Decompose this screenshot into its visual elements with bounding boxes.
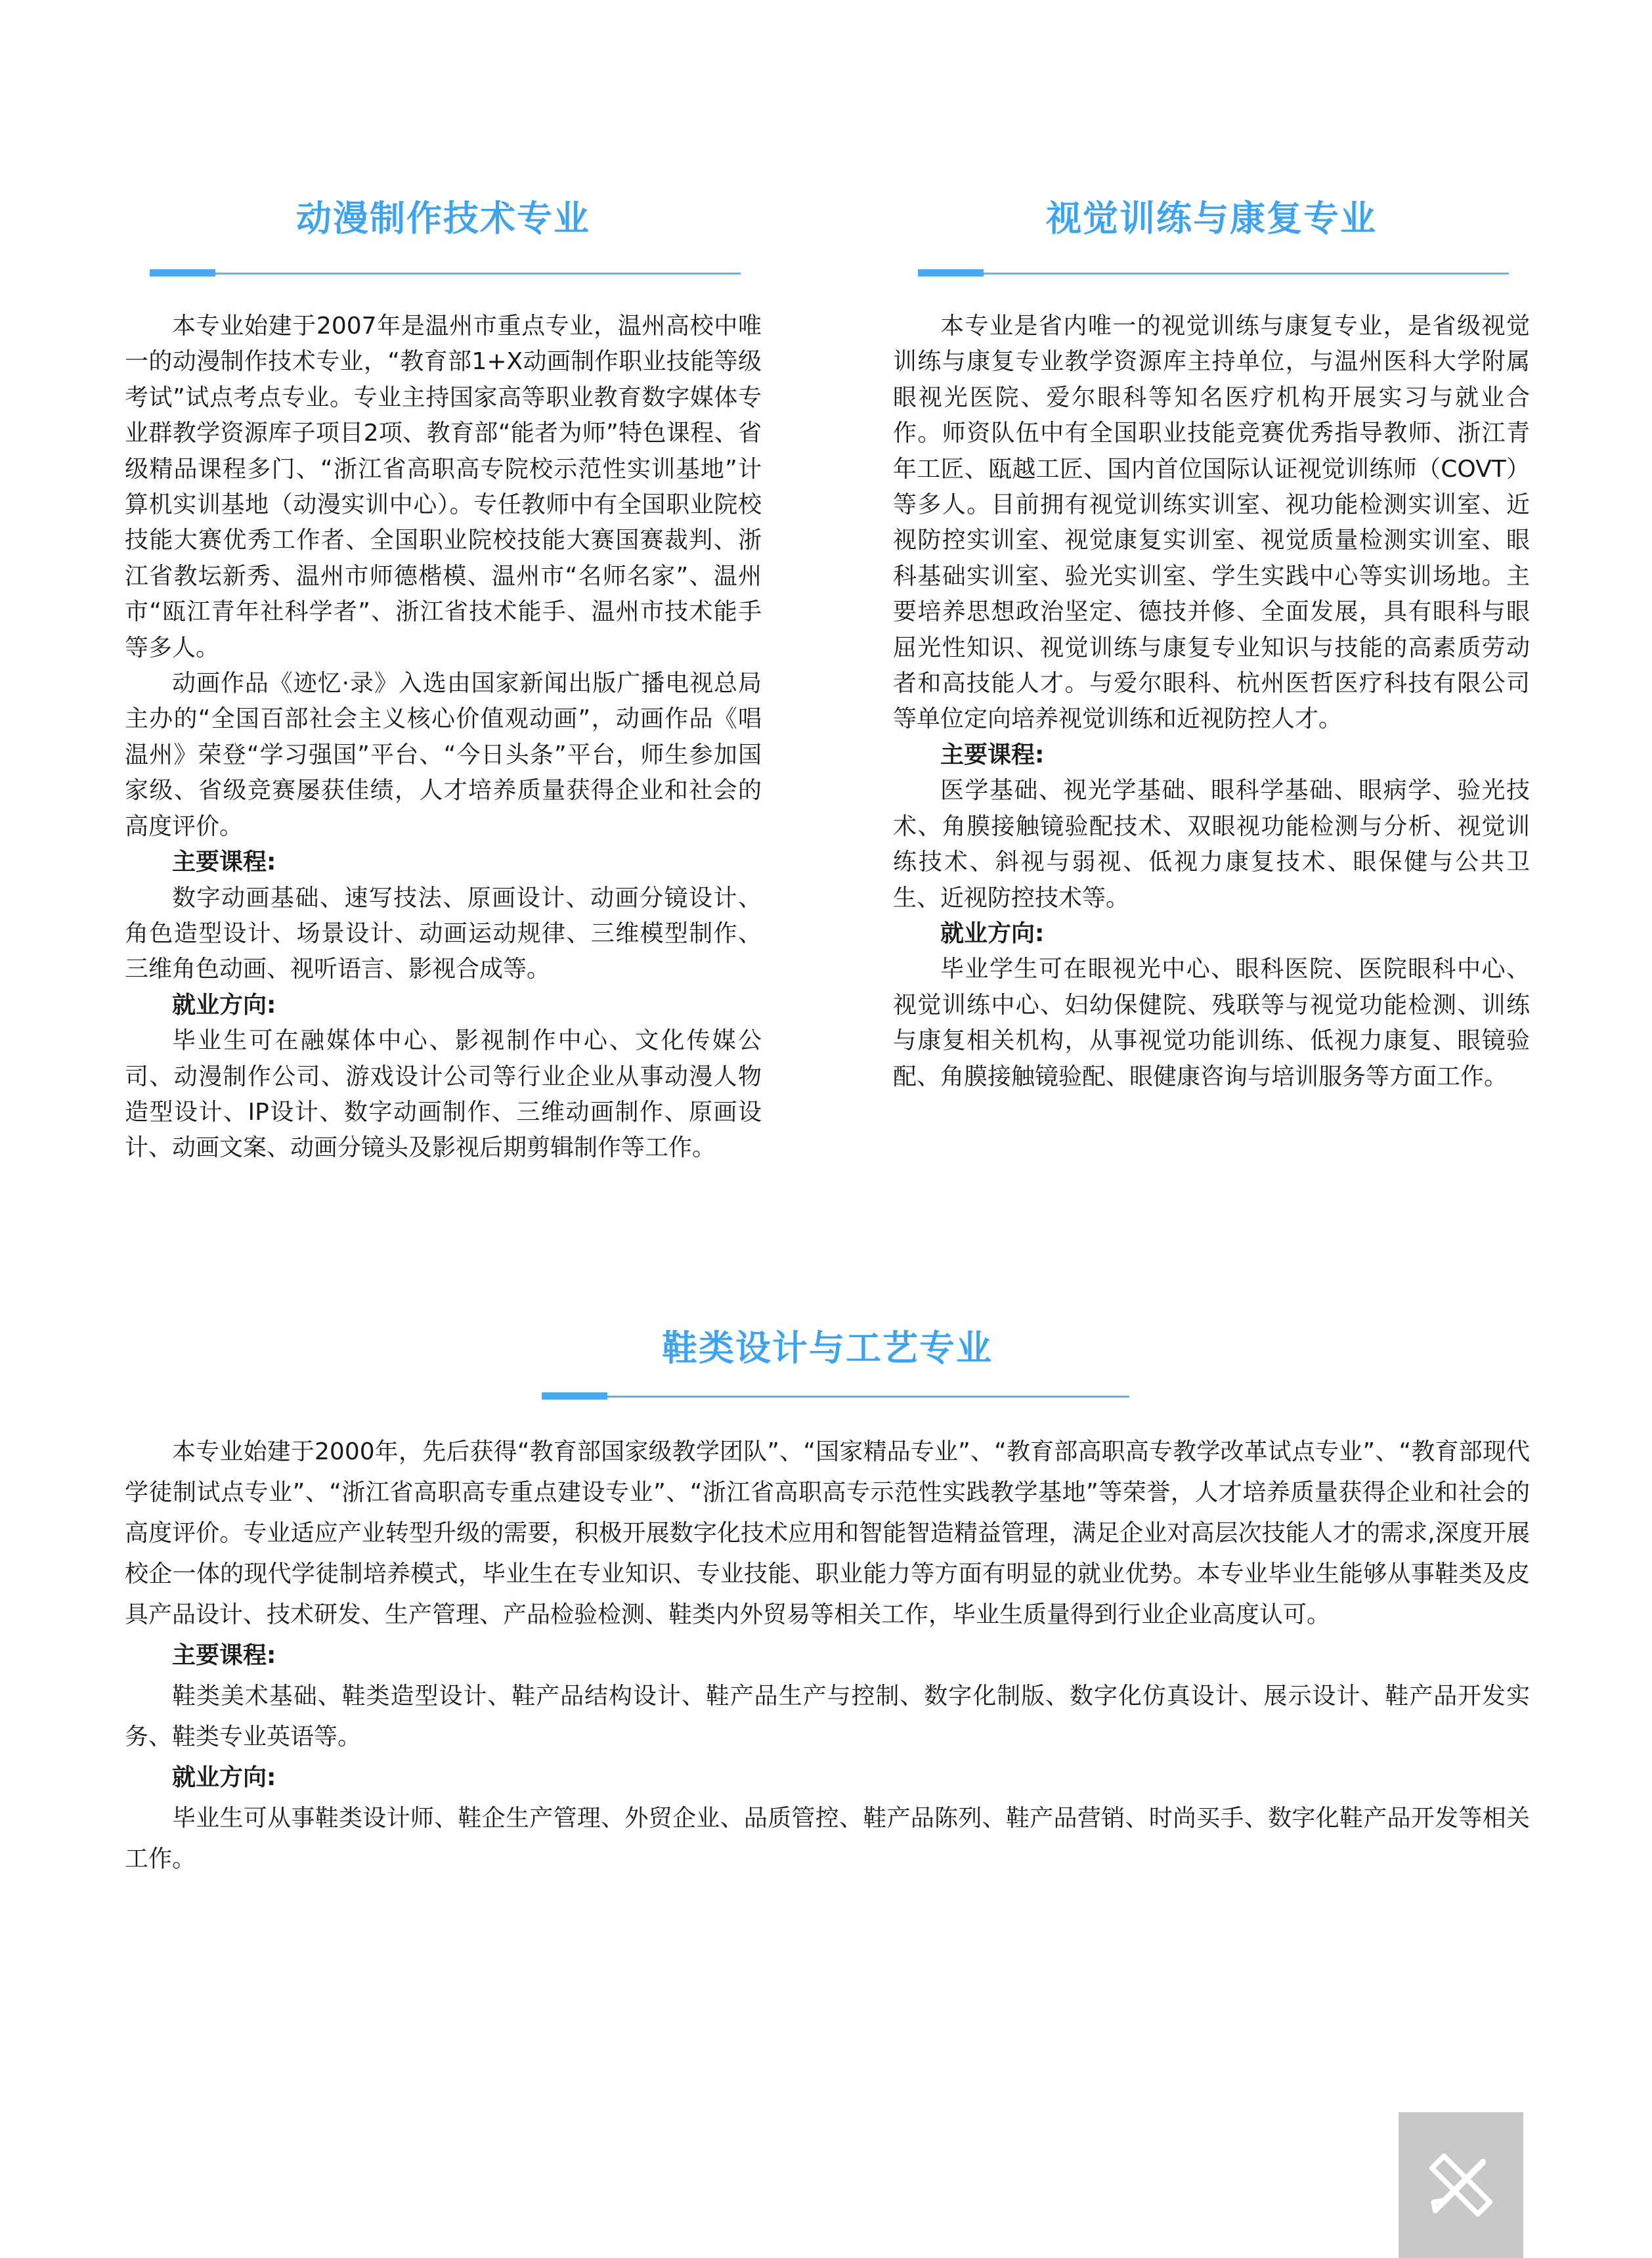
courses-heading: 主要课程: xyxy=(172,1642,276,1669)
section-footwear xyxy=(125,1320,1530,1977)
section-title: 视觉训练与康复专业 xyxy=(1046,198,1377,239)
title-rule-accent xyxy=(918,269,984,277)
title-rule-accent xyxy=(150,269,215,277)
career-heading: 就业方向: xyxy=(940,919,1045,947)
career-paragraph: 毕业生可从事鞋类设计师、鞋企生产管理、外贸企业、品质管控、鞋产品陈列、鞋产品营销、时尚买手、数字化鞋产品开发等相关工作。 xyxy=(125,1805,1530,1872)
intro-paragraph: 本专业是省内唯一的视觉训练与康复专业，是省级视觉训练与康复专业教学资源库主持单位，与温州医科大学附属眼视光医院、爱尔眼科等知名医疗机构开展实习与就业合作。师资队伍中有全国职业技能竞赛优秀指导教师、浙江青年工匠、瓯越工匠、国内首位国际认证视觉训练师（COVT）等多人。目前拥有视觉训练实训室、视功能检测实训室、近视防控实训室、视觉康复实训室、视觉质量检测实训室、眼科基础实训室、验光实训室、学生实践中心等实训场地。主要培养思想政治坚定、德技并修、全面发展，具有眼科与眼屈光性知识、视觉训练与康复专业知识与技能的高素质劳动者和高技能人才。与爱尔眼科、杭州医哲医疗科技有限公司等单位定向培养视觉训练和近视防控人才。 xyxy=(893,313,1530,733)
intro-paragraph: 本专业始建于2007年是温州市重点专业，温州高校中唯一的动漫制作技术专业，“教育部1+X动画制作职业技能等级考试”试点考点专业。专业主持国家高等职业教育数字媒体专业群教学资源库子项目2项、教育部“能者为师”特色课程、省级精品课程多门、“浙江省高职高专院校示范性实训基地”计算机实训基地（动漫实训中心）。专任教师中有全国职业院校技能大赛优秀工作者、全国职业院校技能大赛国赛裁判、浙江省教坛新秀、温州市师德楷模、温州市“名师名家”、温州市“瓯江青年社科学者”、浙江省技术能手、温州市技术能手等多人。 xyxy=(125,313,762,661)
title-rule xyxy=(542,1396,1129,1398)
section-title: 鞋类设计与工艺专业 xyxy=(662,1327,993,1369)
section-body xyxy=(893,309,1530,1095)
career-heading: 就业方向: xyxy=(172,1764,276,1791)
courses-heading: 主要课程: xyxy=(940,741,1045,768)
career-paragraph: 毕业生可在融媒体中心、影视制作中心、文化传媒公司、动漫制作公司、游戏设计公司等行业企业从事动漫人物造型设计、IP设计、数字动画制作、三维动画制作、原画设计、动画文案、动画分镜头及影视后期剪辑制作等工作。 xyxy=(125,1027,762,1162)
courses-paragraph: 鞋类美术基础、鞋类造型设计、鞋产品结构设计、鞋产品生产与控制、数字化制版、数字化仿真设计、展示设计、鞋产品开发实务、鞋类专业英语等。 xyxy=(125,1683,1530,1750)
works-paragraph: 动画作品《迹忆·录》入选由国家新闻出版广播电视总局主办的“全国百部社会主义核心价值观动画”，动画作品《唱温州》荣登“学习强国”平台、“今日头条”平台，师生参加国家级、省级竞赛屡获佳绩，人才培养质量获得企业和社会的高度评价。 xyxy=(125,670,762,840)
title-rule-accent xyxy=(542,1392,607,1400)
section-body xyxy=(125,1432,1530,1880)
career-heading: 就业方向: xyxy=(172,991,276,1019)
pencil-ruler-icon xyxy=(1418,2142,1504,2228)
corner-decoration xyxy=(1399,2112,1523,2258)
section-body xyxy=(125,309,762,1166)
section-vision xyxy=(893,190,1530,1254)
title-rule xyxy=(918,273,1509,275)
career-paragraph: 毕业学生可在眼视光中心、眼科医院、医院眼科中心、视觉训练中心、妇幼保健院、残联等与视觉功能检测、训练与康复相关机构，从事视觉功能训练、低视力康复、眼镜验配、角膜接触镜验配、眼健康咨询与培训服务等方面工作。 xyxy=(893,956,1530,1090)
section-title: 动漫制作技术专业 xyxy=(296,198,590,239)
title-rule xyxy=(150,273,741,275)
intro-paragraph: 本专业始建于2000年，先后获得“教育部国家级教学团队”、“国家精品专业”、“教育部高职高专教学改革试点专业”、“教育部现代学徒制试点专业”、“浙江省高职高专重点建设专业”、“浙江省高职高专示范性实践教学基地”等荣誉，人才培养质量获得企业和社会的高度评价。专业适应产业转型升级的需要，积极开展数字化技术应用和智能智造精益管理，满足企业对高层次技能人才的需求,深度开展校企一体的现代学徒制培养模式，毕业生在专业知识、专业技能、职业能力等方面有明显的就业优势。本专业毕业生能够从事鞋类及皮具产品设计、技术研发、生产管理、产品检验检测、鞋类内外贸易等相关工作，毕业生质量得到行业企业高度认可。 xyxy=(125,1438,1530,1628)
courses-heading: 主要课程: xyxy=(172,849,276,876)
courses-paragraph: 数字动画基础、速写技法、原画设计、动画分镜设计、角色造型设计、场景设计、动画运动规律、三维模型制作、三维角色动画、视听语言、影视合成等。 xyxy=(125,884,762,983)
section-animation xyxy=(125,190,762,1254)
courses-paragraph: 医学基础、视光学基础、眼科学基础、眼病学、验光技术、角膜接触镜验配技术、双眼视功能检测与分析、视觉训练技术、斜视与弱视、低视力康复技术、眼保健与公共卫生、近视防控技术等。 xyxy=(893,777,1530,912)
